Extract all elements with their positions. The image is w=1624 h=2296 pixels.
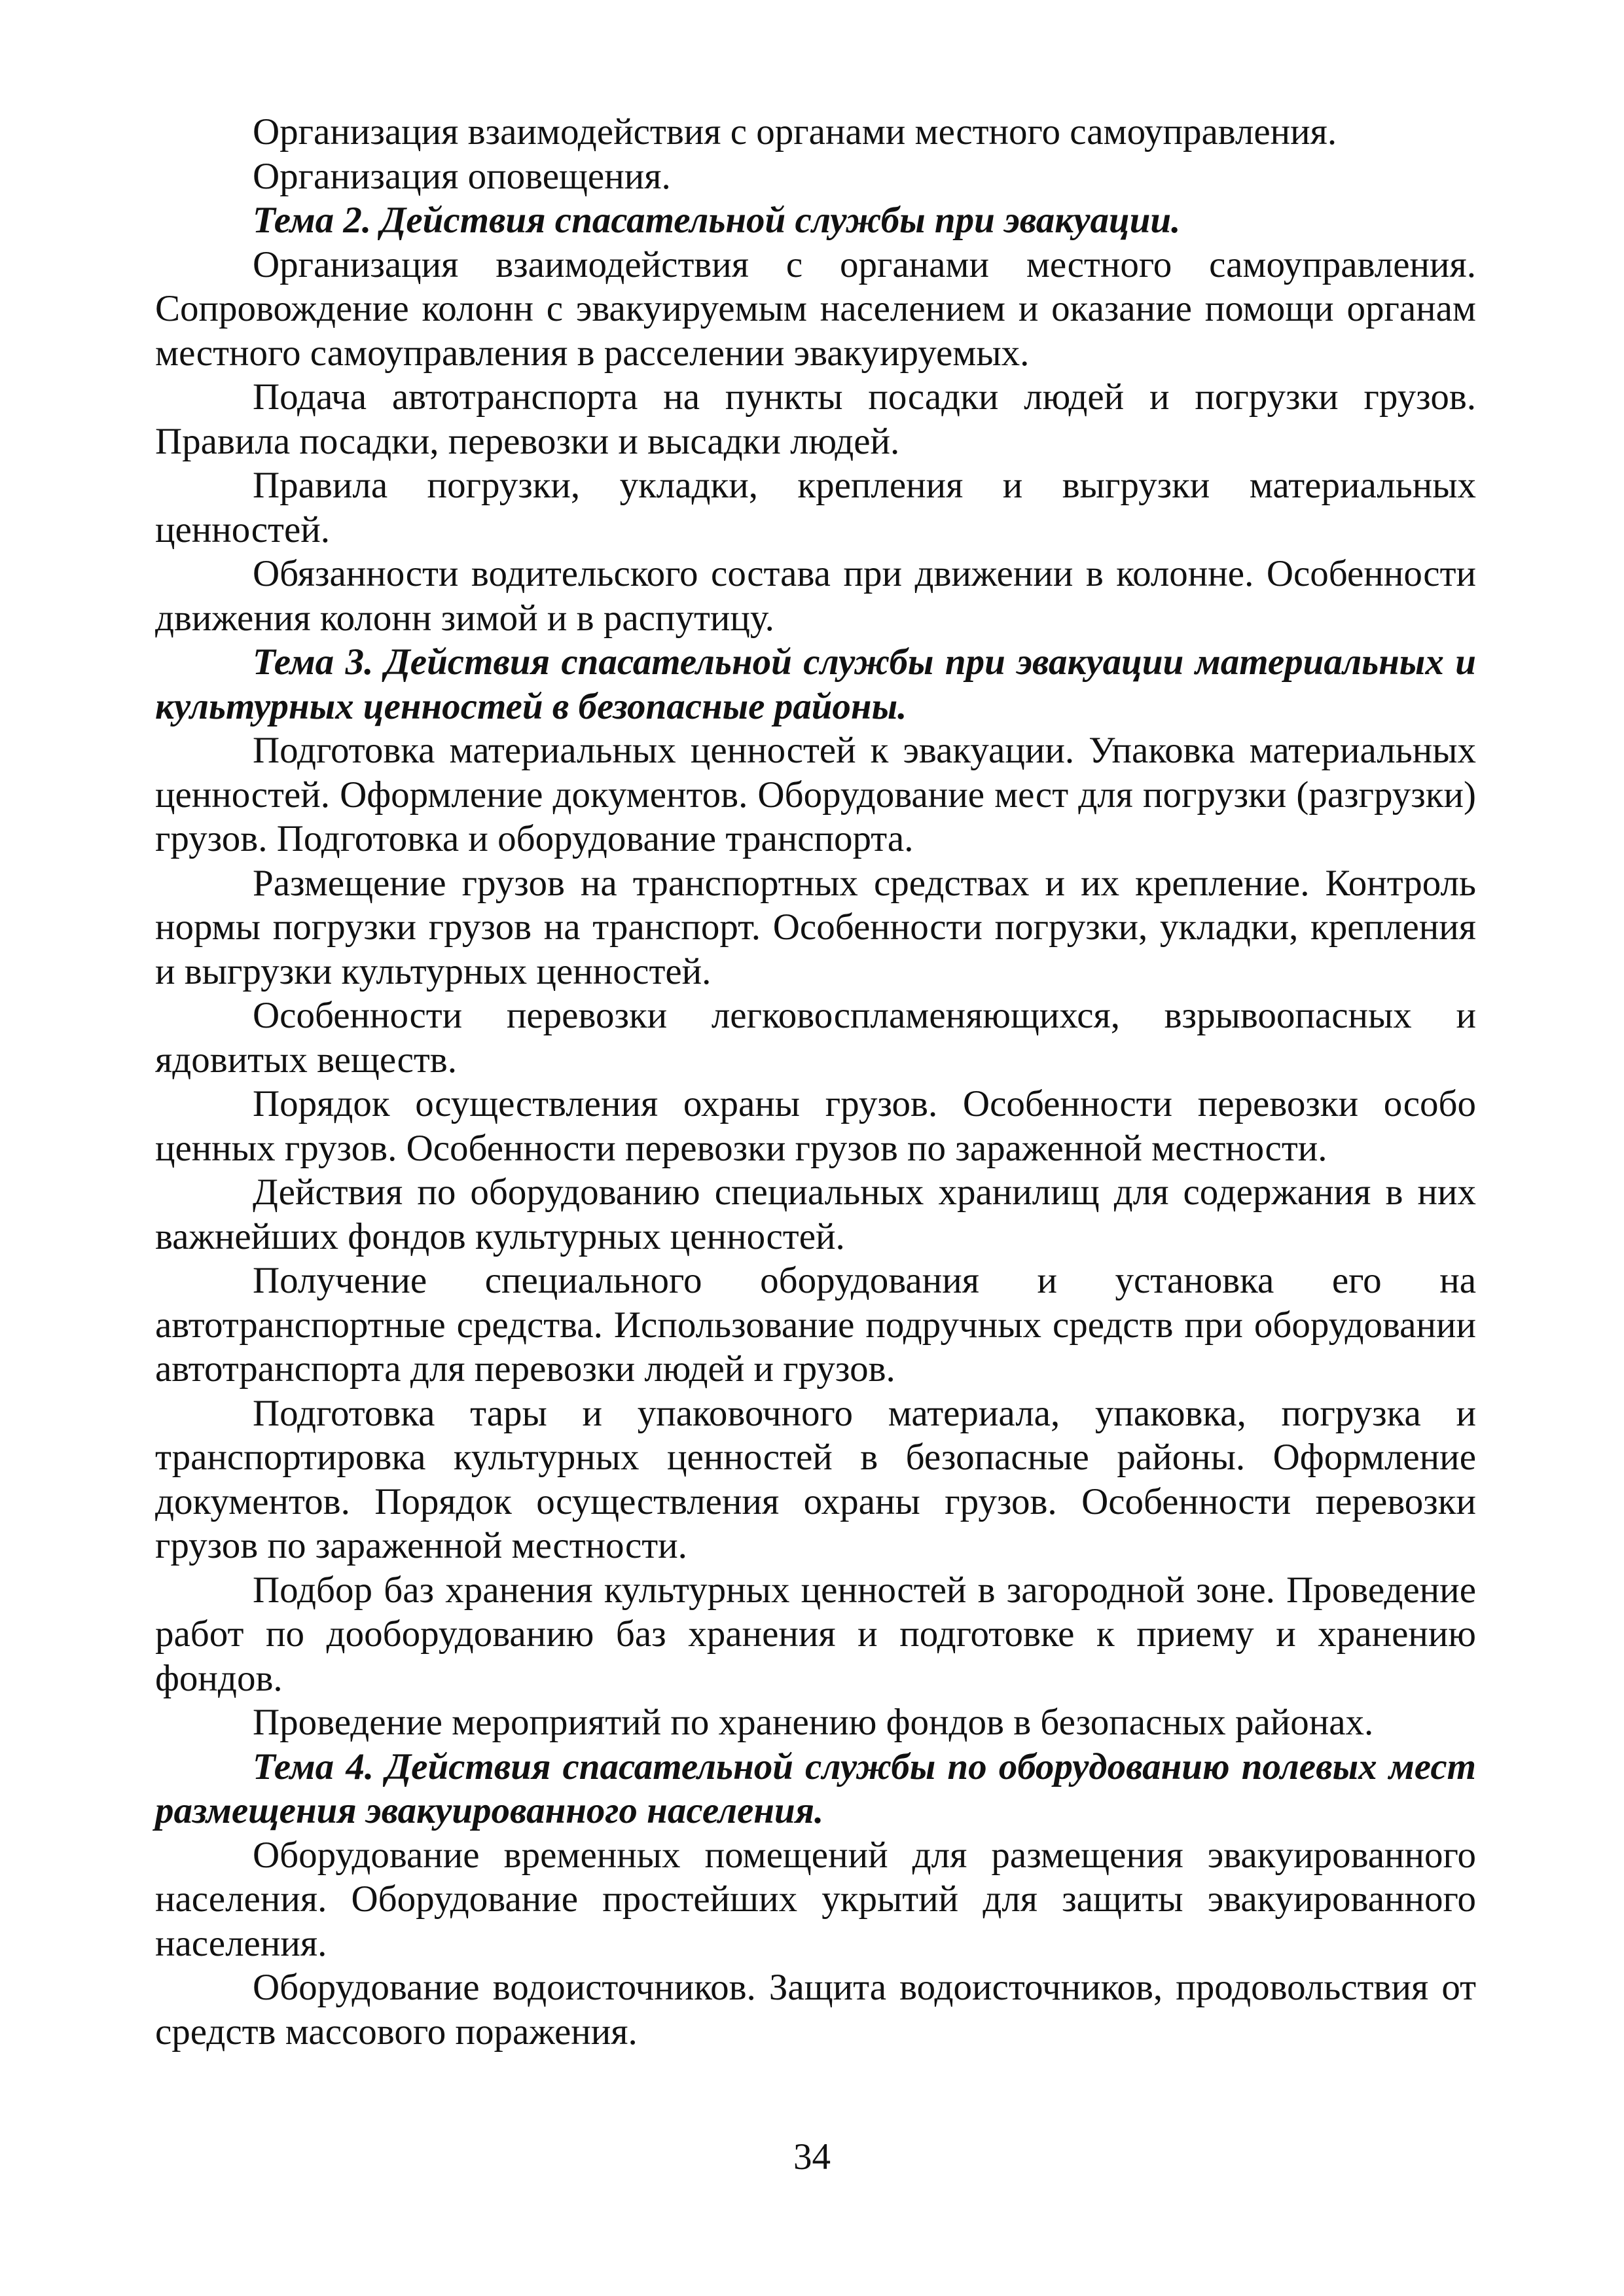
paragraph: Подготовка материальных ценностей к эвакуации. Упаковка материальных ценностей. Оформление документов. Оборудование мест для погрузки (разгрузки) грузов. Подготовка и оборудование транспорта. (155, 730, 1476, 859)
paragraph: Проведение мероприятий по хранению фондов в безопасных районах. (253, 1702, 1374, 1743)
paragraph: Порядок осуществления охраны грузов. Особенности перевозки особо ценных грузов. Особенности перевозки грузов по зараженной местности. (155, 1083, 1476, 1169)
section-heading: Тема 4. Действия спасательной службы по оборудованию полевых мест размещения эвакуированного населения. (155, 1746, 1476, 1831)
document-body (155, 110, 1476, 2054)
paragraph: Организация взаимодействия с органами местного самоуправления. Сопровождение колонн с эвакуируемым населением и оказание помощи органам местного самоуправления в расселении эвакуируемых. (155, 243, 1476, 374)
paragraph: Оборудование временных помещений для размещения эвакуированного населения. Оборудование простейших укрытий для защиты эвакуированного населения. (155, 1834, 1476, 1964)
paragraph: Обязанности водительского состава при движении в колонне. Особенности движения колонн зимой и в распутицу. (155, 553, 1476, 639)
paragraph: Организация взаимодействия с органами местного самоуправления. (253, 111, 1337, 152)
page-number: 34 (793, 2136, 831, 2178)
section-heading: Тема 2. Действия спасательной службы при эвакуации. (253, 200, 1181, 241)
section-heading: Тема 3. Действия спасательной службы при эвакуации материальных и культурных ценностей в безопасные районы. (155, 641, 1476, 727)
paragraph: Получение специального оборудования и установка его на автотранспортные средства. Использование подручных средств при оборудовании автотранспорта для перевозки людей и грузов. (155, 1260, 1476, 1390)
paragraph: Особенности перевозки легковоспламеняющихся, взрывоопасных и ядовитых веществ. (155, 995, 1476, 1081)
paragraph: Оборудование водоисточников. Защита водоисточников, продовольствия от средств массового поражения. (155, 1967, 1476, 2053)
paragraph: Подбор баз хранения культурных ценностей в загородной зоне. Проведение работ по дооборудованию баз хранения и подготовке к приему и хранению фондов. (155, 1569, 1476, 1699)
paragraph: Подача автотранспорта на пункты посадки людей и погрузки грузов. Правила посадки, перевозки и высадки людей. (155, 376, 1476, 462)
paragraph: Организация оповещения. (253, 155, 671, 197)
paragraph: Размещение грузов на транспортных средствах и их крепление. Контроль нормы погрузки грузов на транспорт. Особенности погрузки, укладки, крепления и выгрузки культурных ценностей. (155, 862, 1476, 992)
paragraph: Действия по оборудованию специальных хранилищ для содержания в них важнейших фондов культурных ценностей. (155, 1172, 1476, 1257)
paragraph: Правила погрузки, укладки, крепления и выгрузки материальных ценностей. (155, 465, 1476, 550)
paragraph: Подготовка тары и упаковочного материала, упаковка, погрузка и транспортировка культурных ценностей в безопасные районы. Оформление документов. Порядок осуществления охраны грузов. Особенности перевозки грузов по зараженной местности. (155, 1392, 1476, 1566)
